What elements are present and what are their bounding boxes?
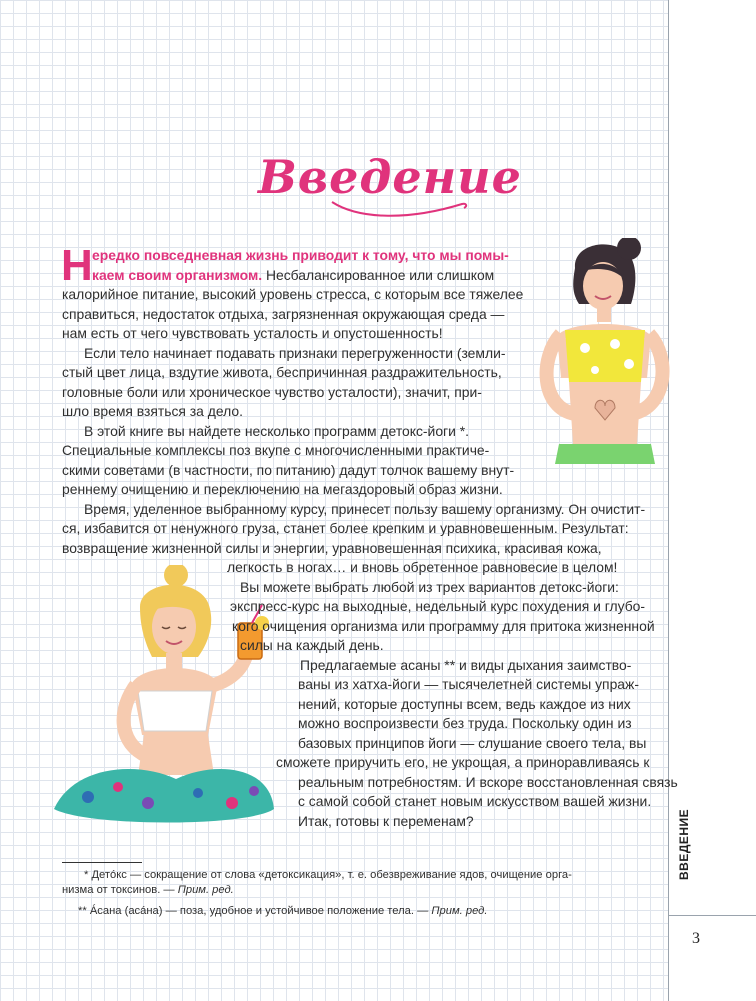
drop-cap: Н [61,241,93,290]
footnote-1-line-2: низма от токсинов. — Прим. ред. [62,884,234,896]
page-number: 3 [692,930,700,947]
text-line: калорийное питание, высокий уровень стресса, с которым все тяжелее [62,286,524,302]
footnote-1 [62,868,662,898]
text-line: скими советами (в частности, по питанию) дадут толчок вашему внут- [62,461,515,478]
text-line: Если тело начинает подавать признаки перегруженности (земли- [84,344,506,361]
side-divider [668,915,756,916]
editor-note: Прим. ред. [431,905,488,917]
text-line: можно воспроизвести без труда. Поскольку один из [298,715,632,731]
page-title: Введение [258,150,522,204]
text-line: реальным потребностям. И вскоре восстановленная связь [298,773,678,790]
text-line: В этой книге вы найдете несколько программ детокс-йоги *. [84,422,469,439]
footnote-2: ** Áсана (асáна) — поза, удобное и устойчивое положение тела. — Прим. ред. [78,905,488,917]
text-line: Время, уделенное выбранному курсу, принесет пользу вашему организму. Он очистит- [84,500,646,517]
body-text [61,241,678,831]
editor-note: Прим. ред. [177,884,234,896]
text-line: стый цвет лица, вздутие живота, беспричинная раздражительность, [62,364,502,380]
text-line: ваны из хатха-йоги — тысячелетней системы упраж- [298,676,639,692]
text-line: Вы можете выбрать любой из трех вариантов детокс-йоги: [240,578,619,595]
text-line: головные боли или хроническое чувство усталости), значит, при- [62,383,482,400]
text-line: с самой собой станет новым искусством вашей жизни. [298,793,652,809]
lead-text-part2: каем своим организмом. [92,266,263,283]
text-line [62,266,662,286]
text-line: легкость в ногах… и вновь обретенное равновесие в целом! [227,559,618,575]
title-swash-ornament [330,196,470,222]
footnote-rule [62,862,142,863]
text-line: кого очищения организма или программу для притока жизненной [232,617,655,634]
footnote-1-line-1: * Детóкс — сокращение от слова «детоксикация», т. е. обезвреживание ядов, очищение орга- [84,869,572,881]
text-line: реннему очищению и переключению на мегаздоровый образ жизни. [62,481,503,497]
text-line: Предлагаемые асаны ** и виды дыхания заимство- [300,656,632,673]
text-line: ся, избавится от ненужного груза, станет более крепким и уравновешенным. Результат: [62,520,629,536]
text-line: базовых принципов йоги — слушание своего тела, вы [298,734,647,751]
side-section-label: ВВЕДЕНИЕ [677,808,691,880]
text-line: Итак, готовы к переменам? [298,812,474,829]
text-line: экспресс-курс на выходные, недельный курс похудения и глубо- [230,598,646,614]
text-line: сможете приручить его, не укрощая, а приноравливаясь к [276,754,650,770]
lead-text-part1: ередко повседневная жизнь приводит к тому, что мы помы- [92,247,509,263]
body-text-part: Несбалансированное или слишком [262,266,495,283]
text-line: шло время взяться за дело. [62,403,243,419]
text-line: нам есть от чего чувствовать усталость и опустошенность! [62,325,443,341]
text-line: Специальные комплексы поз вкупе с многочисленными практиче- [62,442,490,458]
text-line: нений, которые доступны всем, ведь каждое из них [298,695,631,712]
text-line: справиться, недостаток отдыха, загрязненная окружающая среда — [62,305,505,322]
text-line: силы на каждый день. [240,637,384,653]
text-line: возвращение жизненной силы и энергии, уравновешенная психика, красивая кожа, [62,539,602,556]
